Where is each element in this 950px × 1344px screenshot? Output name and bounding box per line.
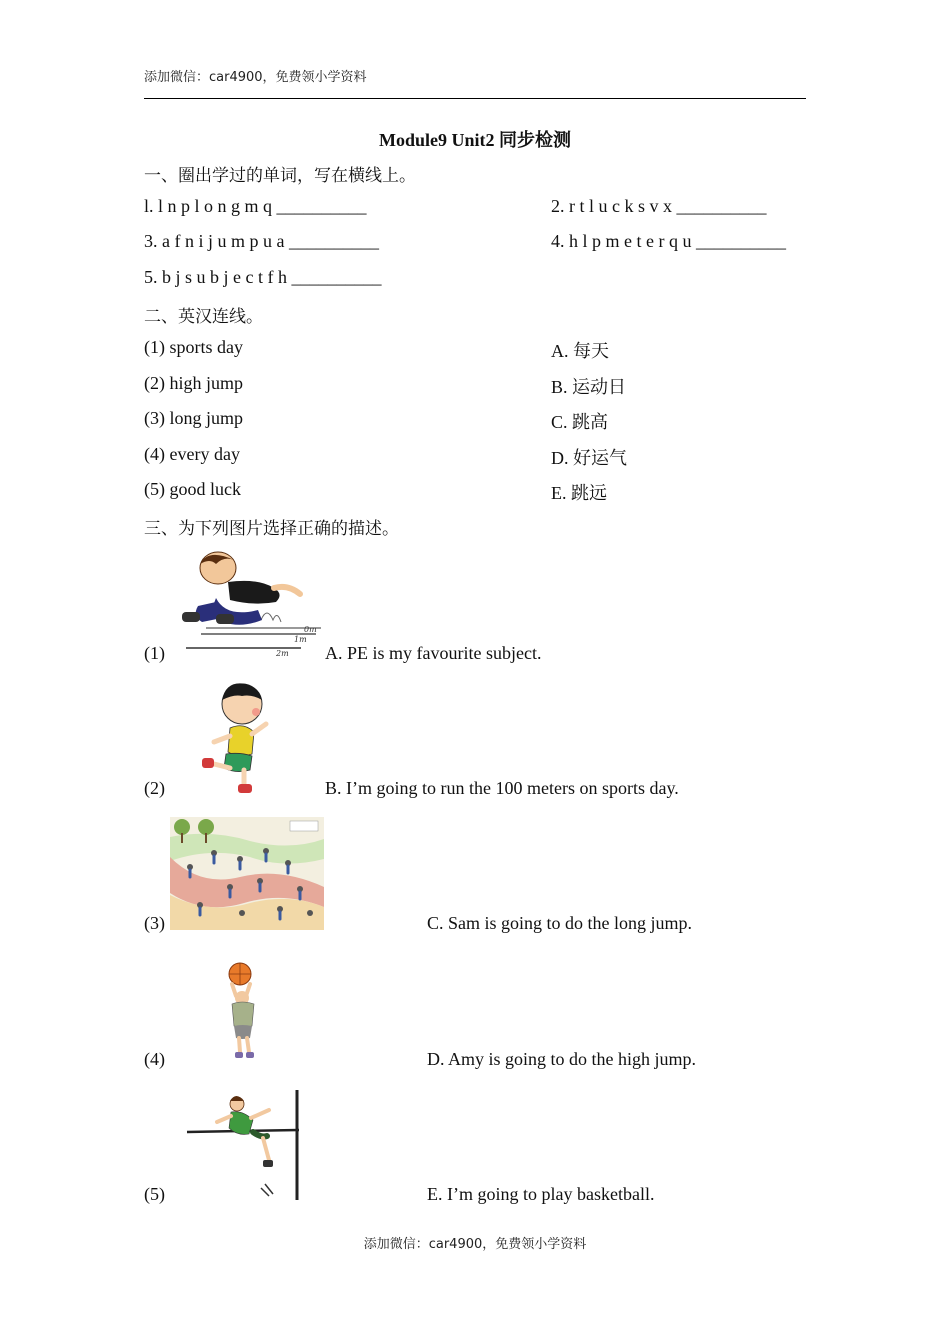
description-e: E. I’m going to play basketball. (427, 1184, 655, 1204)
word-search-item-5: 5. b j s u b j e c t f h __________ (144, 267, 382, 287)
word-search-item-1: l. l n p l o n g m q __________ (144, 196, 367, 216)
picture-number-5: (5) (144, 1184, 165, 1204)
running-boy-image (196, 682, 276, 797)
match-right-a: A. 每天 (551, 341, 609, 361)
description-d: D. Amy is going to do the high jump. (427, 1049, 697, 1069)
word-search-item-2: 2. r t l u c k s v x __________ (551, 196, 767, 216)
description-a: A. PE is my favourite subject. (325, 643, 542, 663)
section1-heading: 一、圈出学过的单词，写在横线上。 (144, 166, 416, 186)
word-search-item-4: 4. h l p m e t e r q u __________ (551, 231, 786, 251)
page-header: 添加微信：car4900，免费领小学资料 (144, 70, 367, 85)
match-right-b: B. 运动日 (551, 377, 627, 397)
high-jump-boy-image (183, 1088, 303, 1202)
picture-number-2: (2) (144, 778, 165, 798)
header-divider (144, 98, 806, 99)
match-left-3: (3) long jump (144, 408, 243, 428)
section2-heading: 二、英汉连线。 (144, 307, 263, 327)
picture-number-4: (4) (144, 1049, 165, 1069)
picture-number-3: (3) (144, 913, 165, 933)
match-right-e: E. 跳远 (551, 483, 607, 503)
section3-heading: 三、为下列图片选择正确的描述。 (144, 519, 399, 539)
picture-number-1: (1) (144, 643, 165, 663)
long-jump-mark-2m: 2m (276, 649, 289, 658)
match-left-5: (5) good luck (144, 479, 241, 499)
word-search-item-3: 3. a f n i j u m p u a __________ (144, 231, 379, 251)
long-jump-mark-0m: 0m (304, 625, 317, 634)
match-left-1: (1) sports day (144, 337, 243, 357)
match-left-4: (4) every day (144, 444, 240, 464)
sports-day-scene-image (170, 817, 324, 930)
basketball-player-image (220, 960, 270, 1060)
match-left-2: (2) high jump (144, 373, 243, 393)
long-jump-boy-image (176, 548, 326, 663)
description-b: B. I’m going to run the 100 meters on sports day. (325, 778, 679, 798)
description-c: C. Sam is going to do the long jump. (427, 913, 693, 933)
page-footer: 添加微信：car4900，免费领小学资料 (363, 1237, 587, 1252)
page-title: Module9 Unit2 同步检测 (378, 130, 571, 150)
long-jump-mark-1m: 1m (294, 635, 307, 644)
match-right-d: D. 好运气 (551, 448, 627, 468)
match-right-c: C. 跳高 (551, 412, 609, 432)
